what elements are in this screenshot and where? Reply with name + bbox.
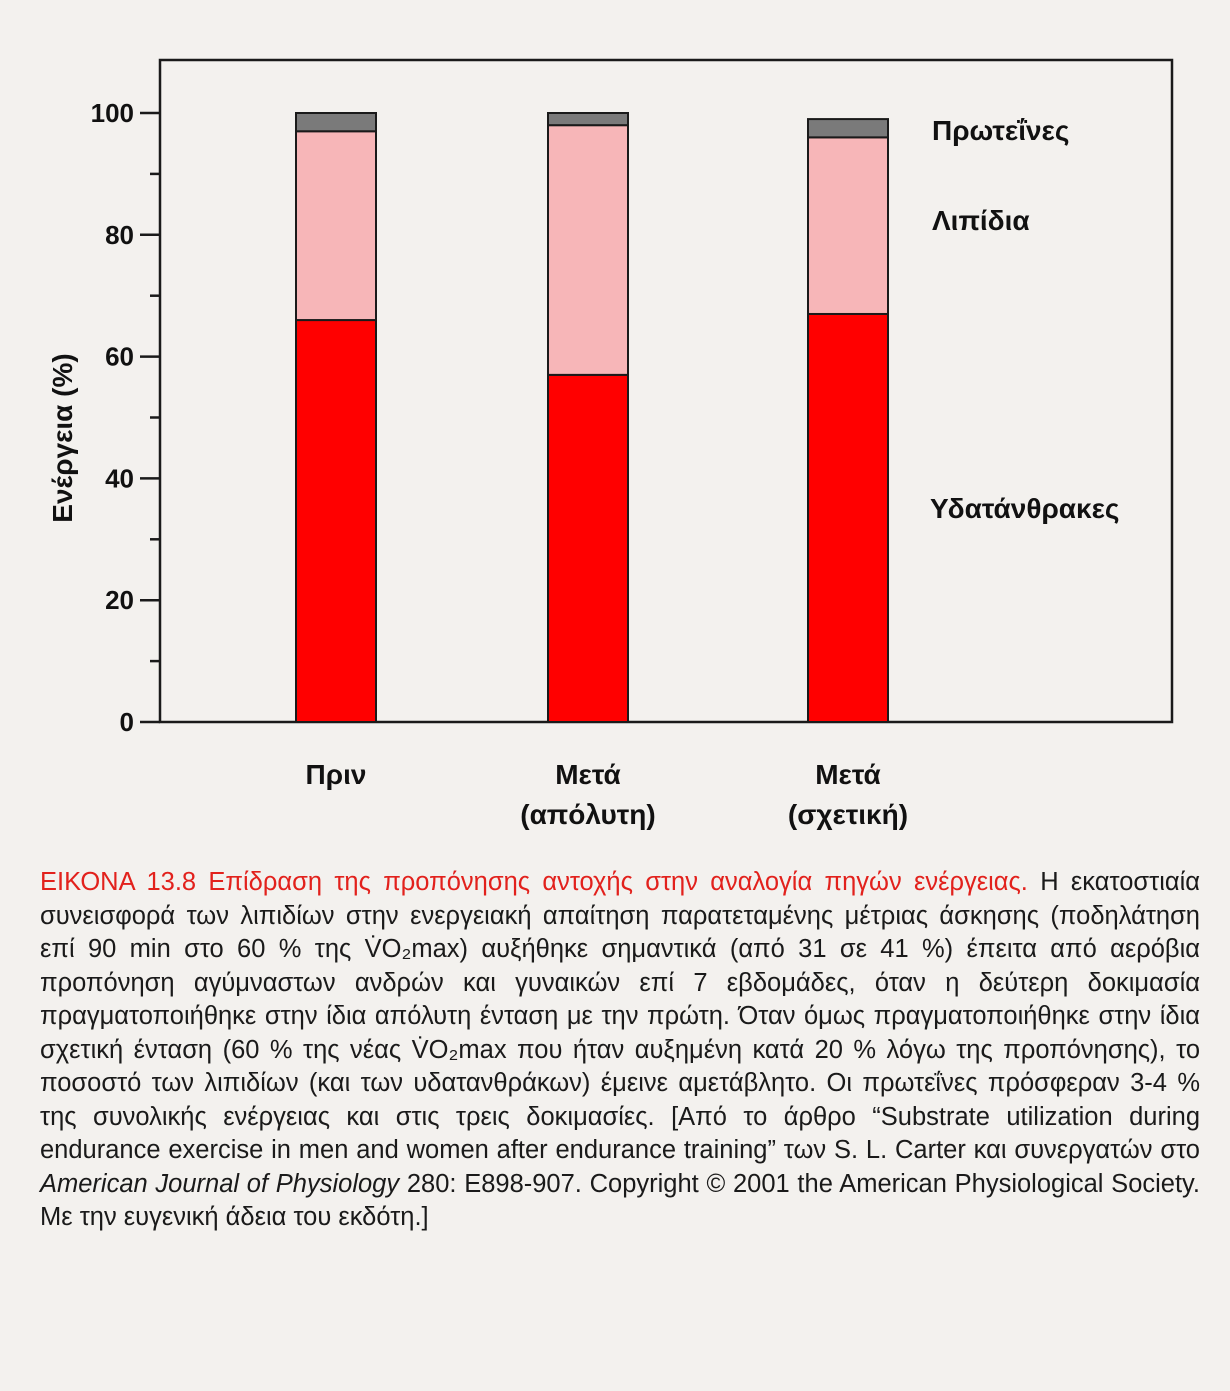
bar-segment bbox=[808, 137, 888, 314]
legend-label: Υδατάνθρακες bbox=[930, 493, 1120, 524]
caption-journal: American Journal of Physiology bbox=[40, 1169, 400, 1198]
y-tick-label: 100 bbox=[90, 98, 134, 128]
caption-text: Η εκατοστιαία συνεισφορά των λιπιδίων στην ενεργειακή απαίτηση παρατεταμένης μέτριας άσκησης (ποδηλάτηση επί 90 min στο 60 % της V̇O₂max) αυξήθηκε σημαντικά (από 31 σε 41 %) έπειτα από αερόβια προπόνηση αγύμναστων ανδρών και γυναικών επί 7 εβδομάδες, όταν η δεύτερη δοκιμασία πραγματοποιήθηκε στην ίδια απόλυτη ένταση με την πρώτη. Όταν όμως πραγματοποιήθηκε στην ίδια σχετική ένταση (60 % της νέας V̇O₂max που ήταν αυξημένη κατά 20 % λόγω της προπόνησης), το ποσοστό των λιπιδίων (και των υδατανθράκων) έμεινε αμετάβλητο. Οι πρωτεΐνες πρόσφεραν 3-4 % της συνολικής ενέργειας και στις τρεις δοκιμασίες. [Από το άρθρο “Substrate utilization during endurance exercise in men and women after endurance training” των S. L. Carter και συνεργατών στο bbox=[40, 868, 1201, 1164]
figure-caption bbox=[40, 866, 1200, 1235]
x-axis-labels bbox=[306, 759, 909, 830]
caption-text-end: 280: E898-907. Copyright © 2001 the American Physiological Society. Με την ευγενική άδεια του εκδότη.] bbox=[40, 1169, 1200, 1231]
x-tick-label: Μετά bbox=[815, 759, 881, 790]
legend-label: Λιπίδια bbox=[932, 205, 1030, 236]
bar-segment bbox=[296, 320, 376, 722]
bar-segment bbox=[548, 375, 628, 722]
bars bbox=[296, 113, 888, 722]
x-tick-label: (απόλυτη) bbox=[520, 799, 656, 830]
bar-segment bbox=[808, 119, 888, 137]
y-tick-label: 80 bbox=[105, 219, 134, 250]
legend bbox=[930, 115, 1119, 524]
y-axis-label: Ενέργεια (%) bbox=[47, 353, 78, 523]
y-tick-label: 40 bbox=[105, 463, 134, 494]
bar-segment bbox=[296, 131, 376, 320]
x-tick-label: Μετά bbox=[555, 759, 621, 790]
y-tick-label: 60 bbox=[105, 341, 134, 372]
x-tick-label: (σχετική) bbox=[787, 799, 909, 830]
x-tick-label: Πριν bbox=[305, 759, 367, 790]
bar-segment bbox=[548, 113, 628, 125]
y-tick-label: 0 bbox=[119, 707, 134, 737]
bar-segment bbox=[296, 113, 376, 131]
y-tick-label: 20 bbox=[105, 585, 134, 616]
caption-title: ΕΙΚΟΝΑ 13.8 Επίδραση της προπόνησης αντοχής στην αναλογία πηγών ενέργειας. bbox=[40, 868, 1028, 896]
bar-segment bbox=[548, 125, 628, 375]
y-axis bbox=[91, 98, 160, 737]
legend-label: Πρωτεΐνες bbox=[932, 115, 1070, 146]
bar-segment bbox=[808, 314, 888, 722]
